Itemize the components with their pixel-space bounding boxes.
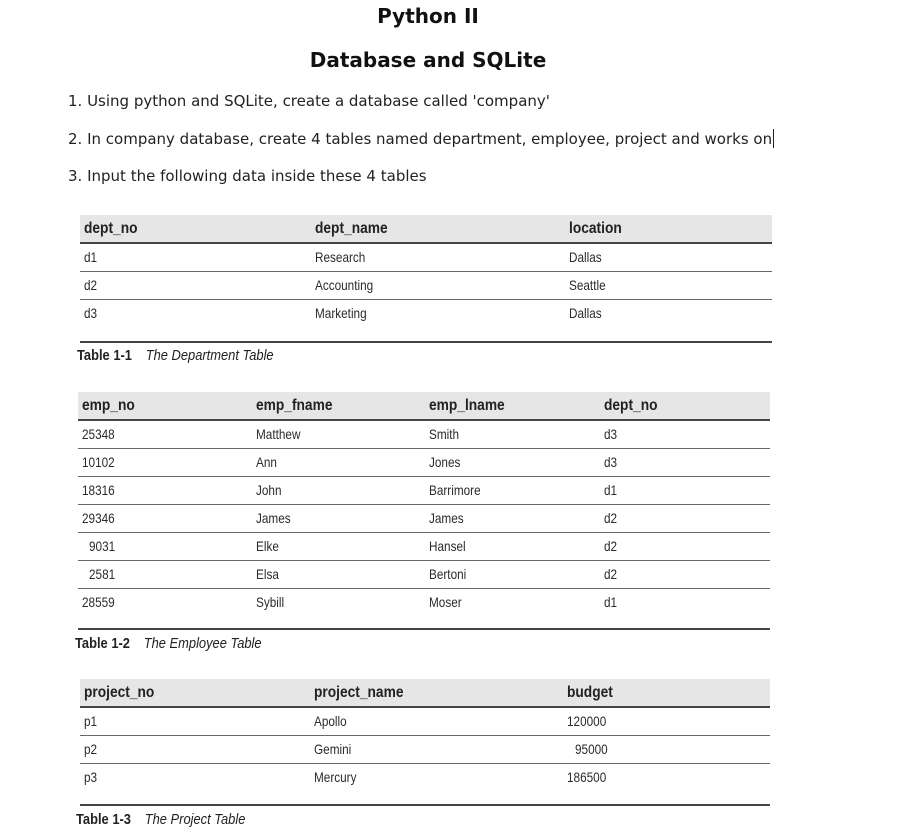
table-cell: 25348 [82, 426, 115, 442]
column-header: emp_fname [256, 397, 333, 414]
table-cell: 18316 [82, 482, 115, 498]
task-3: 3. Input the following data inside these 4 tables [68, 167, 427, 185]
column-header: dept_no [84, 220, 138, 237]
department-caption: Table 1-1 The Department Table [77, 347, 274, 364]
department-header-row [80, 215, 772, 244]
column-header: project_no [84, 684, 155, 701]
table-cell: Matthew [256, 426, 301, 442]
table-row [78, 505, 770, 533]
text-cursor [773, 129, 774, 148]
table-row [78, 533, 770, 561]
table-row [78, 589, 770, 616]
table-cell: Seattle [569, 277, 606, 293]
table-bottom-rule [80, 804, 770, 806]
table-row [80, 244, 772, 272]
table-cell: Sybill [256, 594, 285, 610]
table-cell: d1 [84, 249, 98, 265]
column-header: emp_no [82, 397, 135, 414]
project-header-row [80, 679, 770, 708]
page-subtitle: Database and SQLite [309, 48, 547, 72]
table-row [78, 561, 770, 589]
table-cell: p1 [84, 713, 98, 729]
table-cell: d1 [604, 594, 618, 610]
table-cell: Dallas [569, 249, 602, 265]
employee-header-row [78, 392, 770, 421]
table-cell: 28559 [82, 594, 115, 610]
table-cell: 10102 [82, 454, 115, 470]
table-row [78, 421, 770, 449]
employee-table [78, 392, 770, 632]
table-cell: Mercury [314, 769, 357, 785]
table-cell: 2581 [89, 566, 116, 582]
column-header: emp_lname [429, 397, 505, 414]
table-row [80, 708, 770, 736]
table-cell: James [429, 510, 464, 526]
column-header: dept_name [315, 220, 388, 237]
column-header: location [569, 220, 622, 237]
table-cell: p3 [84, 769, 98, 785]
table-cell: Moser [429, 594, 462, 610]
page-title: Python II [377, 4, 479, 28]
project-table [80, 679, 770, 809]
table-row [80, 300, 772, 327]
table-cell: Ann [256, 454, 277, 470]
table-cell: Bertoni [429, 566, 467, 582]
table-cell: Apollo [314, 713, 347, 729]
project-caption: Table 1-3 The Project Table [76, 811, 246, 828]
table-cell: d1 [604, 482, 618, 498]
table-cell: Gemini [314, 741, 352, 757]
table-cell: d3 [604, 454, 618, 470]
table-cell: Jones [429, 454, 461, 470]
employee-caption: Table 1-2 The Employee Table [75, 635, 262, 652]
table-row [80, 736, 770, 764]
table-cell: 120000 [567, 713, 607, 729]
table-row [78, 477, 770, 505]
table-row [80, 764, 770, 791]
table-cell: d2 [604, 538, 618, 554]
table-cell: Marketing [315, 305, 367, 321]
table-cell: Elke [256, 538, 279, 554]
table-cell: d2 [604, 510, 618, 526]
column-header: dept_no [604, 397, 658, 414]
task-1: 1. Using python and SQLite, create a database called 'company' [68, 92, 550, 110]
table-cell: Barrimore [429, 482, 481, 498]
table-row [80, 272, 772, 300]
table-cell: Dallas [569, 305, 602, 321]
table-cell: d3 [604, 426, 618, 442]
table-bottom-rule [78, 628, 770, 630]
table-bottom-rule [80, 341, 772, 343]
table-cell: John [256, 482, 282, 498]
table-cell: Smith [429, 426, 460, 442]
column-header: budget [567, 684, 613, 701]
task-2[interactable]: 2. In company database, create 4 tables named department, employee, project and works on [68, 130, 773, 148]
table-cell: James [256, 510, 291, 526]
department-table [80, 215, 772, 345]
table-cell: 186500 [567, 769, 607, 785]
table-cell: p2 [84, 741, 98, 757]
column-header: project_name [314, 684, 404, 701]
table-cell: Accounting [315, 277, 374, 293]
table-cell: d2 [84, 277, 98, 293]
table-cell: Elsa [256, 566, 279, 582]
table-cell: 9031 [89, 538, 116, 554]
table-cell: Research [315, 249, 366, 265]
table-cell: d3 [84, 305, 98, 321]
table-cell: 29346 [82, 510, 115, 526]
table-row [78, 449, 770, 477]
table-cell: d2 [604, 566, 618, 582]
table-cell: 95000 [575, 741, 608, 757]
table-cell: Hansel [429, 538, 466, 554]
